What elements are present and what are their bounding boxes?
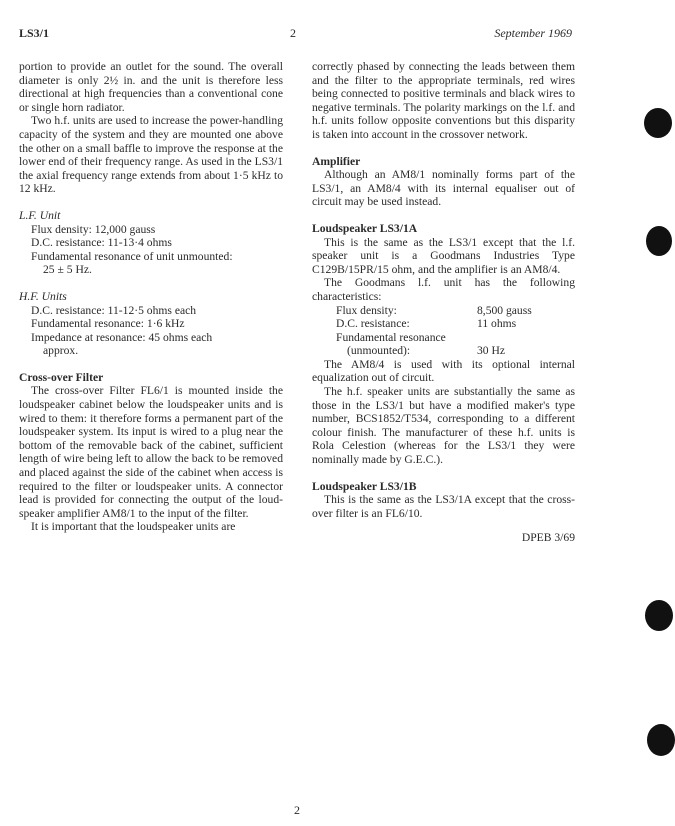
- ls3-1a-heading: Loudspeaker LS3/1A: [312, 221, 418, 235]
- header-date: September 1969: [494, 26, 572, 40]
- spec-value: [477, 331, 532, 345]
- amplifier-heading: Amplifier: [312, 154, 361, 168]
- spec-value: 30 Hz: [477, 344, 506, 358]
- amplifier-text: Although an AM8/1 nominally forms part of the LS3/1, an AM8/4 with its internal equaliser out of circuit may be used instead.: [312, 168, 575, 209]
- lf-flux-density: Flux density: 12,000 gauss: [31, 222, 156, 236]
- ls3-1a-text: This is the same as the LS3/1 except that the l.f. speaker unit is a Goodmans Industries Type C129B/15PR/15 ohm, and the amplifier is an AM8/4.: [312, 235, 575, 276]
- ls3-1a-text-2: The Goodmans l.f. unit has the following characteristics:: [312, 276, 575, 303]
- punch-hole: [646, 226, 672, 256]
- ls3-1b-text: This is the same as the LS3/1A except that the cross-over filter is an FL6/10.: [312, 493, 575, 520]
- spec-key: Flux density:: [336, 303, 397, 317]
- paragraph-outlet: portion to provide an outlet for the sound. The overall diameter is only 2½ in. and the unit is therefore less directional at high frequencies than a conventional cone or single horn radiator.: [19, 60, 283, 114]
- left-column: [19, 60, 283, 534]
- footer-page-number: 2: [294, 803, 300, 817]
- spec-row: [336, 317, 532, 331]
- hf-units-title: H.F. Units: [19, 289, 67, 303]
- ls3-1a-text-3: The AM8/4 is used with its optional internal equalization out of circuit.: [312, 357, 575, 385]
- lf-fundamental-resonance-value: 25 ± 5 Hz.: [43, 263, 92, 277]
- punch-hole: [645, 600, 673, 631]
- header-document-code: LS3/1: [19, 26, 50, 40]
- spec-value: 8,500 gauss: [477, 303, 532, 317]
- paragraph-phasing: correctly phased by connecting the leads between them and the filter to the appropriate terminals, red wires being connected to positive terminals and black wires to negative terminals. The polarity markings on the l.f. and h.f. units follow opposite conventions but this disparity is taken into account in the crossover network.: [312, 60, 575, 141]
- document-reference: DPEB 3/69: [521, 531, 575, 545]
- hf-impedance-cont: approx.: [43, 344, 79, 358]
- spec-value: 11 ohms: [477, 317, 517, 331]
- paragraph-hf-units: Two h.f. units are used to increase the power-handling capacity of the system and they are mounted one above the other on a small baffle to improve the response at the lower end of their frequency range. As used in the LS3/1 the axial frequency range extends from about 1·5 kHz to 12 kHz.: [19, 114, 283, 196]
- spec-row: [336, 331, 532, 345]
- hf-dc-resistance: D.C. resistance: 11-12·5 ohms each: [31, 303, 197, 317]
- spec-key: Fundamental resonance: [336, 330, 446, 344]
- punch-hole: [647, 724, 675, 756]
- spec-row: [336, 304, 532, 318]
- ls3-1a-text-4: The h.f. speaker units are substantially the same as those in the LS3/1 but have a modified maker's type number, BCS1852/T534, corresponding to a different colour finish. The manufacturer of these h.f. units is Rola Celestion (whereas for the LS3/1 they were nominally made by G.E.C.).: [312, 385, 575, 467]
- spec-row: [336, 344, 532, 358]
- lf-fundamental-resonance: Fundamental resonance of unit unmounted:: [31, 249, 233, 263]
- lf-dc-resistance: D.C. resistance: 11-13·4 ohms: [31, 236, 172, 250]
- header-page-number: 2: [290, 26, 296, 40]
- ls3-1b-heading: Loudspeaker LS3/1B: [312, 479, 417, 493]
- crossover-filter-heading: Cross-over Filter: [19, 370, 104, 384]
- hf-impedance: Impedance at resonance: 45 ohms each: [31, 330, 213, 344]
- lf-unit-title: L.F. Unit: [19, 208, 61, 222]
- right-column: [312, 60, 575, 545]
- punch-hole: [644, 108, 672, 138]
- goodmans-spec-table: [336, 304, 532, 358]
- hf-fundamental-resonance: Fundamental resonance: 1·6 kHz: [31, 317, 185, 331]
- spec-key: (unmounted):: [347, 344, 411, 358]
- crossover-filter-text: The cross-over Filter FL6/1 is mounted inside the loudspeaker cabinet below the loudspeaker units and is wired to them: it therefore forms a permanent part of the loudspeaker system. Its input is wired to a plug near the bottom of the removable back of the cabinet, sufficient length of wire being left to allow the back to be removed and placed against the side of the cabinet when access is required to the filter or loudspeaker units. A connector lead is provided for connecting the output of the loud-speaker amplifier AM8/1 to the input of the filter.: [19, 384, 283, 520]
- crossover-filter-text-2: It is important that the loudspeaker units are: [31, 520, 236, 534]
- spec-key: D.C. resistance:: [336, 317, 410, 331]
